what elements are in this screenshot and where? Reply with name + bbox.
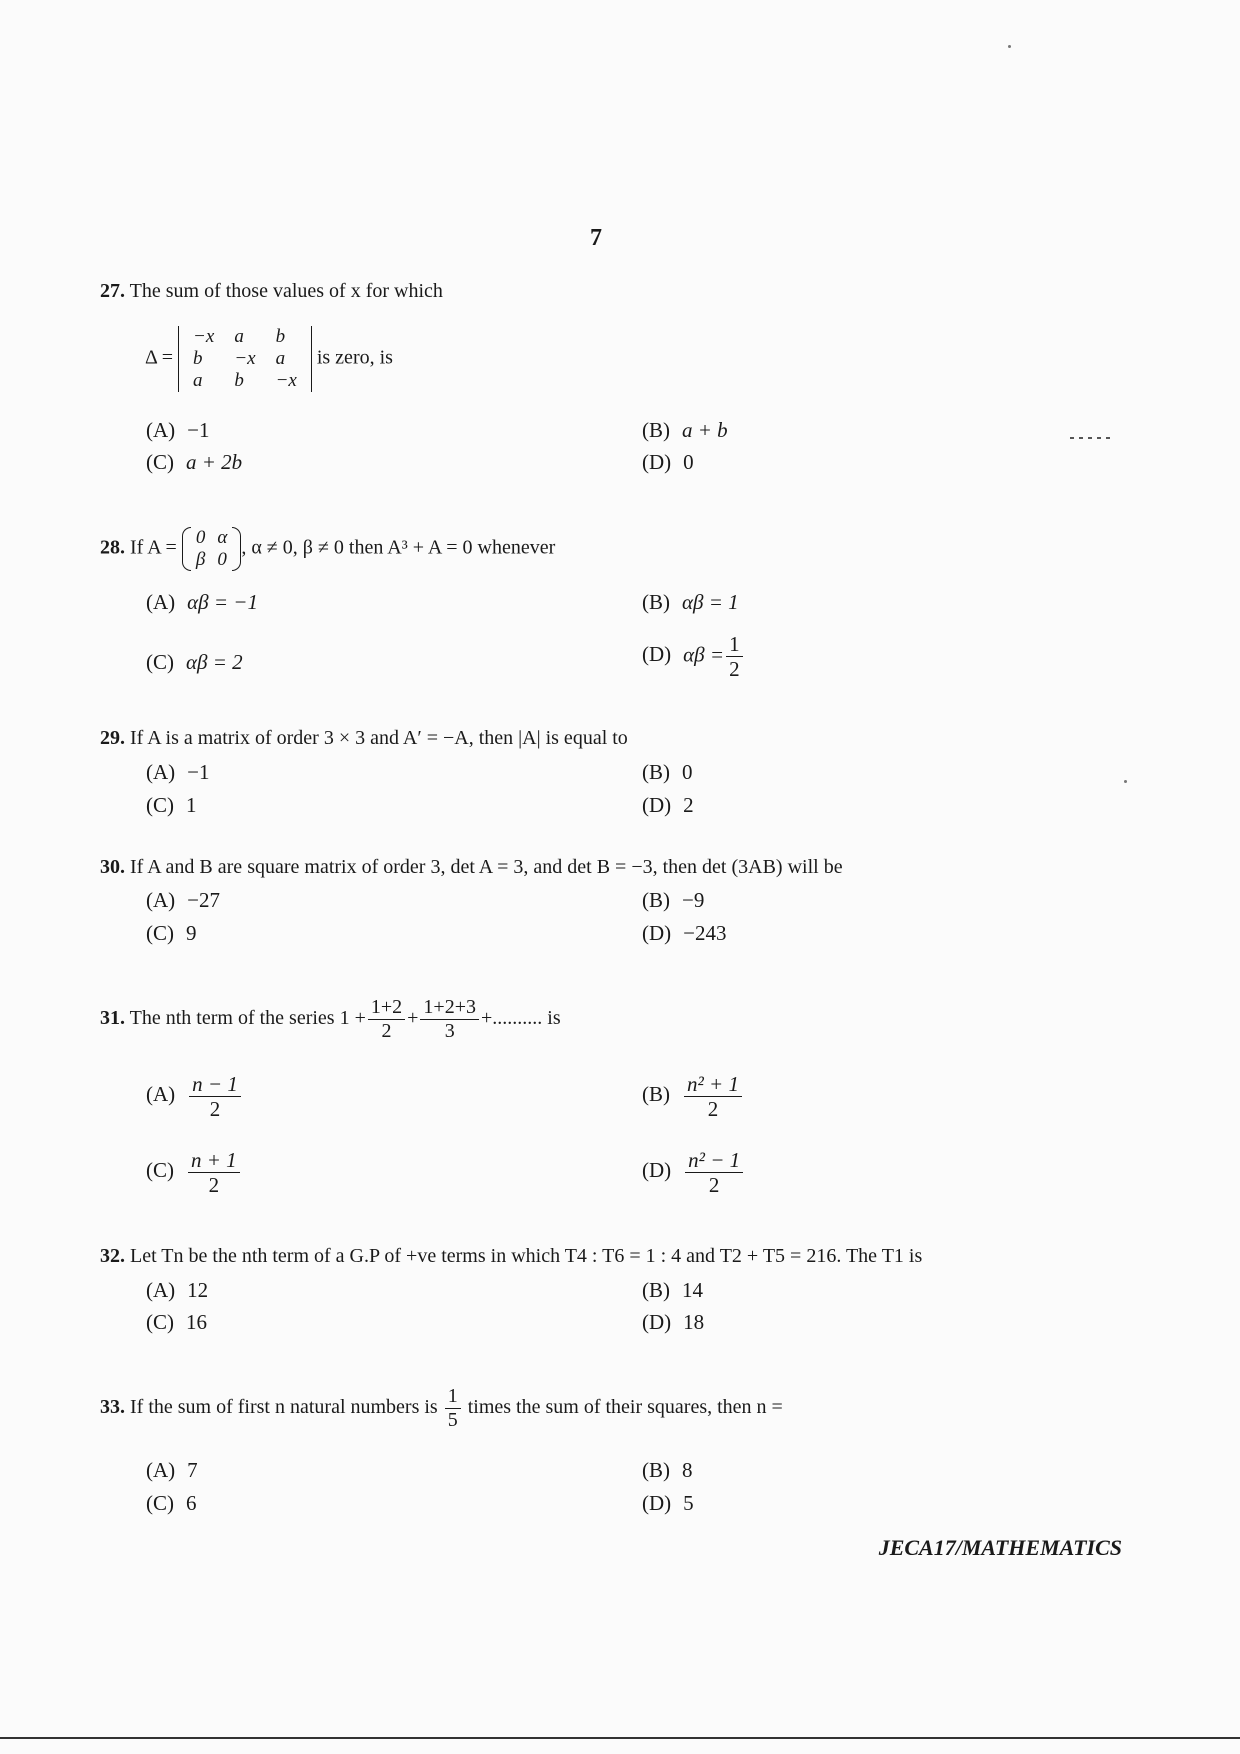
option-text: 0 <box>683 450 694 474</box>
option-a[interactable] <box>146 760 210 785</box>
option-c[interactable] <box>146 921 197 946</box>
option-b[interactable] <box>642 1278 703 1303</box>
fraction: $\frac{1}{5}$ <box>445 1385 461 1432</box>
option-label: (D) <box>642 450 672 474</box>
scan-speck <box>1124 780 1127 783</box>
question-number: 29. <box>100 727 125 749</box>
option-label: (B) <box>642 1458 670 1482</box>
determinant <box>178 326 312 392</box>
option-label: (A) <box>146 760 176 784</box>
option-text: −1 <box>187 418 210 442</box>
option-a[interactable] <box>146 1072 243 1121</box>
option-label: (B) <box>642 760 670 784</box>
option-label: (C) <box>146 650 174 674</box>
fraction: $\frac{\text{n² + 1}}{2}$ <box>684 1072 742 1121</box>
option-label: (A) <box>146 1082 176 1107</box>
option-text: −27 <box>187 888 220 912</box>
option-text: 9 <box>186 921 197 945</box>
option-text: −1 <box>187 760 210 784</box>
option-label: (A) <box>146 1278 176 1302</box>
option-label: (C) <box>146 450 174 474</box>
option-label: (A) <box>146 888 176 912</box>
option-label: (D) <box>642 1491 672 1515</box>
option-text: 16 <box>186 1310 207 1334</box>
scan-dash-mark <box>1070 437 1110 439</box>
option-label: (B) <box>642 1082 670 1107</box>
fraction: $\frac{1}{2}$ <box>726 632 743 681</box>
fraction: $\frac{n - 1}{2}$ <box>189 1072 241 1121</box>
det-cell: b <box>234 369 244 391</box>
det-cell: −x <box>193 326 215 347</box>
det-cell: −x <box>275 369 297 391</box>
matrix-cell: 0 <box>195 527 206 548</box>
option-a[interactable] <box>146 590 258 615</box>
option-label: (B) <box>642 418 670 442</box>
question-text: The sum of those values of x for which <box>129 280 443 302</box>
option-text: αβ = <box>683 642 725 667</box>
option-label: (B) <box>642 888 670 912</box>
option-label: (A) <box>146 418 176 442</box>
option-text: a + b <box>682 418 728 442</box>
question-text: If A and B are square matrix of order 3, det A = 3, and det B = −3, then det (3AB) will be <box>130 856 843 878</box>
det-cell: b <box>193 347 203 369</box>
option-text: 14 <box>682 1278 703 1302</box>
option-label: (C) <box>146 1158 174 1183</box>
option-b[interactable] <box>642 760 693 785</box>
option-d[interactable] <box>642 1148 745 1197</box>
matrix-cell: 0 <box>217 548 227 570</box>
option-text: 8 <box>682 1458 693 1482</box>
series-tail: +.......... is <box>480 1007 561 1030</box>
option-label: (C) <box>146 921 174 945</box>
page-number: 7 <box>590 225 602 251</box>
option-b[interactable] <box>642 418 728 443</box>
question-27-stem <box>100 280 443 303</box>
det-cell: a <box>275 347 286 369</box>
option-d[interactable] <box>642 632 745 681</box>
option-c[interactable] <box>146 1148 242 1197</box>
option-d[interactable] <box>642 921 727 946</box>
det-cell: a <box>193 369 203 391</box>
option-text: −9 <box>682 888 705 912</box>
fraction: $\frac{\text{n² − 1}}{2}$ <box>685 1148 743 1197</box>
matrix-cell: α <box>217 527 228 548</box>
option-label: (C) <box>146 1491 174 1515</box>
option-c[interactable] <box>146 450 242 475</box>
question-text-suffix: , α ≠ 0, β ≠ 0 then A³ + A = 0 whenever <box>241 536 556 559</box>
option-label: (D) <box>642 642 672 667</box>
series-lead: 1 + <box>339 1007 366 1030</box>
option-text: 18 <box>683 1310 705 1334</box>
question-28-stem <box>100 527 555 571</box>
question-text-prefix: The nth term of the series <box>129 1007 335 1030</box>
option-label: (A) <box>146 590 176 614</box>
fraction: $\frac{1+2+3}{3}$ <box>420 996 479 1043</box>
option-text: αβ = −1 <box>187 590 258 614</box>
question-number: 33. <box>100 1396 125 1419</box>
option-b[interactable] <box>642 888 704 913</box>
option-text: −243 <box>683 921 727 945</box>
delta-label: Δ = <box>145 346 174 369</box>
option-label: (D) <box>642 1158 672 1183</box>
option-label: (A) <box>146 1458 176 1482</box>
question-number: 31. <box>100 1007 125 1030</box>
question-text: Let Tn be the nth term of a G.P of +ve terms in which T4 : T6 = 1 : 4 and T2 + T5 = 216. The T1 is <box>130 1245 923 1267</box>
option-b[interactable] <box>642 1458 693 1483</box>
option-a[interactable] <box>146 1278 208 1303</box>
option-text: 6 <box>186 1491 197 1515</box>
option-a[interactable] <box>146 1458 198 1483</box>
option-c[interactable] <box>146 1491 197 1516</box>
option-text: αβ = 2 <box>186 650 243 674</box>
option-c[interactable] <box>146 793 197 818</box>
question-29-stem <box>100 727 628 750</box>
fraction: $\frac{n + 1}{2}$ <box>188 1148 240 1197</box>
question-number: 28. <box>100 536 125 559</box>
option-text: αβ = 1 <box>682 590 739 614</box>
option-c[interactable] <box>146 650 243 675</box>
option-d[interactable] <box>642 450 694 475</box>
matrix <box>182 527 241 571</box>
option-text: 7 <box>187 1458 198 1482</box>
bottom-rule <box>0 1737 1240 1739</box>
option-label: (C) <box>146 1310 174 1334</box>
option-label: (D) <box>642 921 672 945</box>
det-cell: a <box>234 326 244 347</box>
option-d[interactable] <box>642 1491 694 1516</box>
option-d[interactable] <box>642 1310 704 1335</box>
option-a[interactable] <box>146 418 210 443</box>
question-33-stem <box>100 1385 783 1432</box>
option-label: (D) <box>642 1310 672 1334</box>
scan-speck <box>1008 45 1011 48</box>
question-31-stem <box>100 996 561 1043</box>
question-text: If A is a matrix of order 3 × 3 and A′ = −A, then |A| is equal to <box>130 727 628 749</box>
fraction: $\frac{1+2}{2}$ <box>368 996 405 1043</box>
question-text-prefix: If A = <box>130 536 177 559</box>
question-text-prefix: If the sum of first n natural numbers is <box>130 1396 438 1419</box>
option-text: 2 <box>683 793 694 817</box>
matrix-cell: β <box>195 548 206 570</box>
question-30-stem <box>100 856 843 879</box>
question-32-stem <box>100 1245 922 1268</box>
option-c[interactable] <box>146 1310 207 1335</box>
question-27-determinant-line <box>145 326 393 392</box>
option-text: 12 <box>187 1278 209 1302</box>
det-cell: −x <box>234 347 256 369</box>
option-label: (B) <box>642 590 670 614</box>
option-text: 1 <box>186 793 197 817</box>
option-b[interactable] <box>642 1072 744 1121</box>
option-label: (B) <box>642 1278 670 1302</box>
option-b[interactable] <box>642 590 739 615</box>
option-label: (C) <box>146 793 174 817</box>
question-number: 32. <box>100 1245 125 1267</box>
question-number: 30. <box>100 856 125 878</box>
question-text-tail: is zero, is <box>316 346 393 369</box>
option-d[interactable] <box>642 793 694 818</box>
question-text-suffix: times the sum of their squares, then n = <box>467 1396 783 1419</box>
question-number: 27. <box>100 280 125 302</box>
option-text: a + 2b <box>186 450 243 474</box>
option-text: 0 <box>682 760 693 784</box>
option-text: 5 <box>683 1491 694 1515</box>
plus-sign: + <box>407 1007 419 1030</box>
option-label: (D) <box>642 793 672 817</box>
footer-code: JECA17/MATHEMATICS <box>878 1535 1122 1560</box>
option-a[interactable] <box>146 888 220 913</box>
det-cell: b <box>275 326 286 347</box>
